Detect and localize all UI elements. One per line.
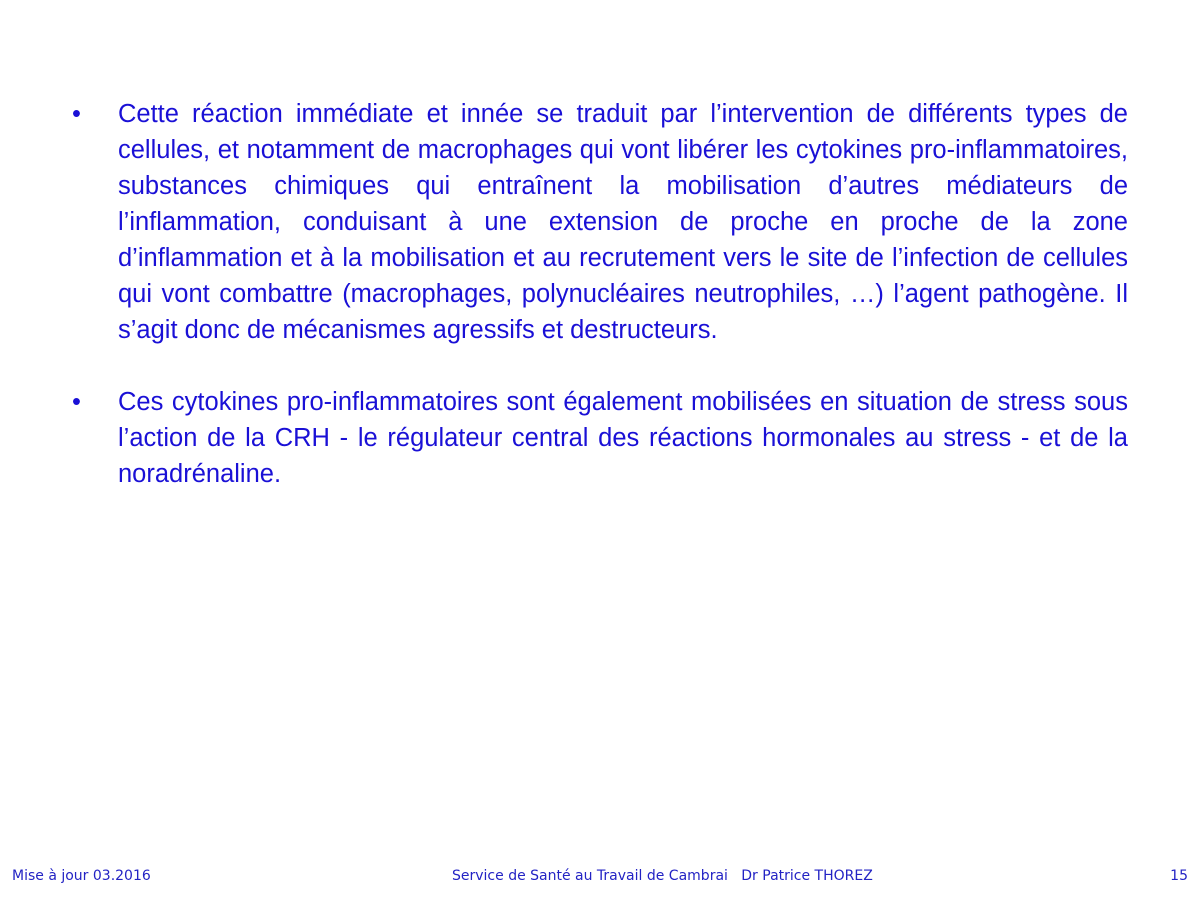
bullet-text: Cette réaction immédiate et innée se traduit par l’intervention de différents types de cellules, et notamment de macrophages qui vont libérer les cytokines pro-inflammatoires, substances chimiques qui entraînent la mobilisation d’autres médiateurs de l’inflammation, conduisant à une extension de proche en proche de la zone d’inflammation et à la mobilisation et au recrutement vers le site de l’infection de cellules qui vont combattre (macrophages, polynucléaires neutrophiles, …) l’agent pathogène. Il s’agit donc de mécanismes agressifs et destructeurs.	[118, 100, 1128, 344]
footer-author: Service de Santé au Travail de Cambrai Dr Patrice THOREZ	[452, 868, 873, 884]
bullet-list	[72, 96, 1128, 528]
bullet-icon: •	[72, 388, 81, 416]
page-number: 15	[1170, 868, 1188, 884]
bullet-item	[72, 96, 1128, 348]
footer-update-date: Mise à jour 03.2016	[12, 868, 151, 884]
bullet-icon: •	[72, 100, 81, 128]
footer	[0, 868, 1200, 888]
bullet-text: Ces cytokines pro-inflammatoires sont également mobilisées en situation de stress sous l’action de la CRH - le régulateur central des réactions hormonales au stress - et de la noradrénaline.	[118, 388, 1128, 488]
bullet-item	[72, 384, 1128, 492]
